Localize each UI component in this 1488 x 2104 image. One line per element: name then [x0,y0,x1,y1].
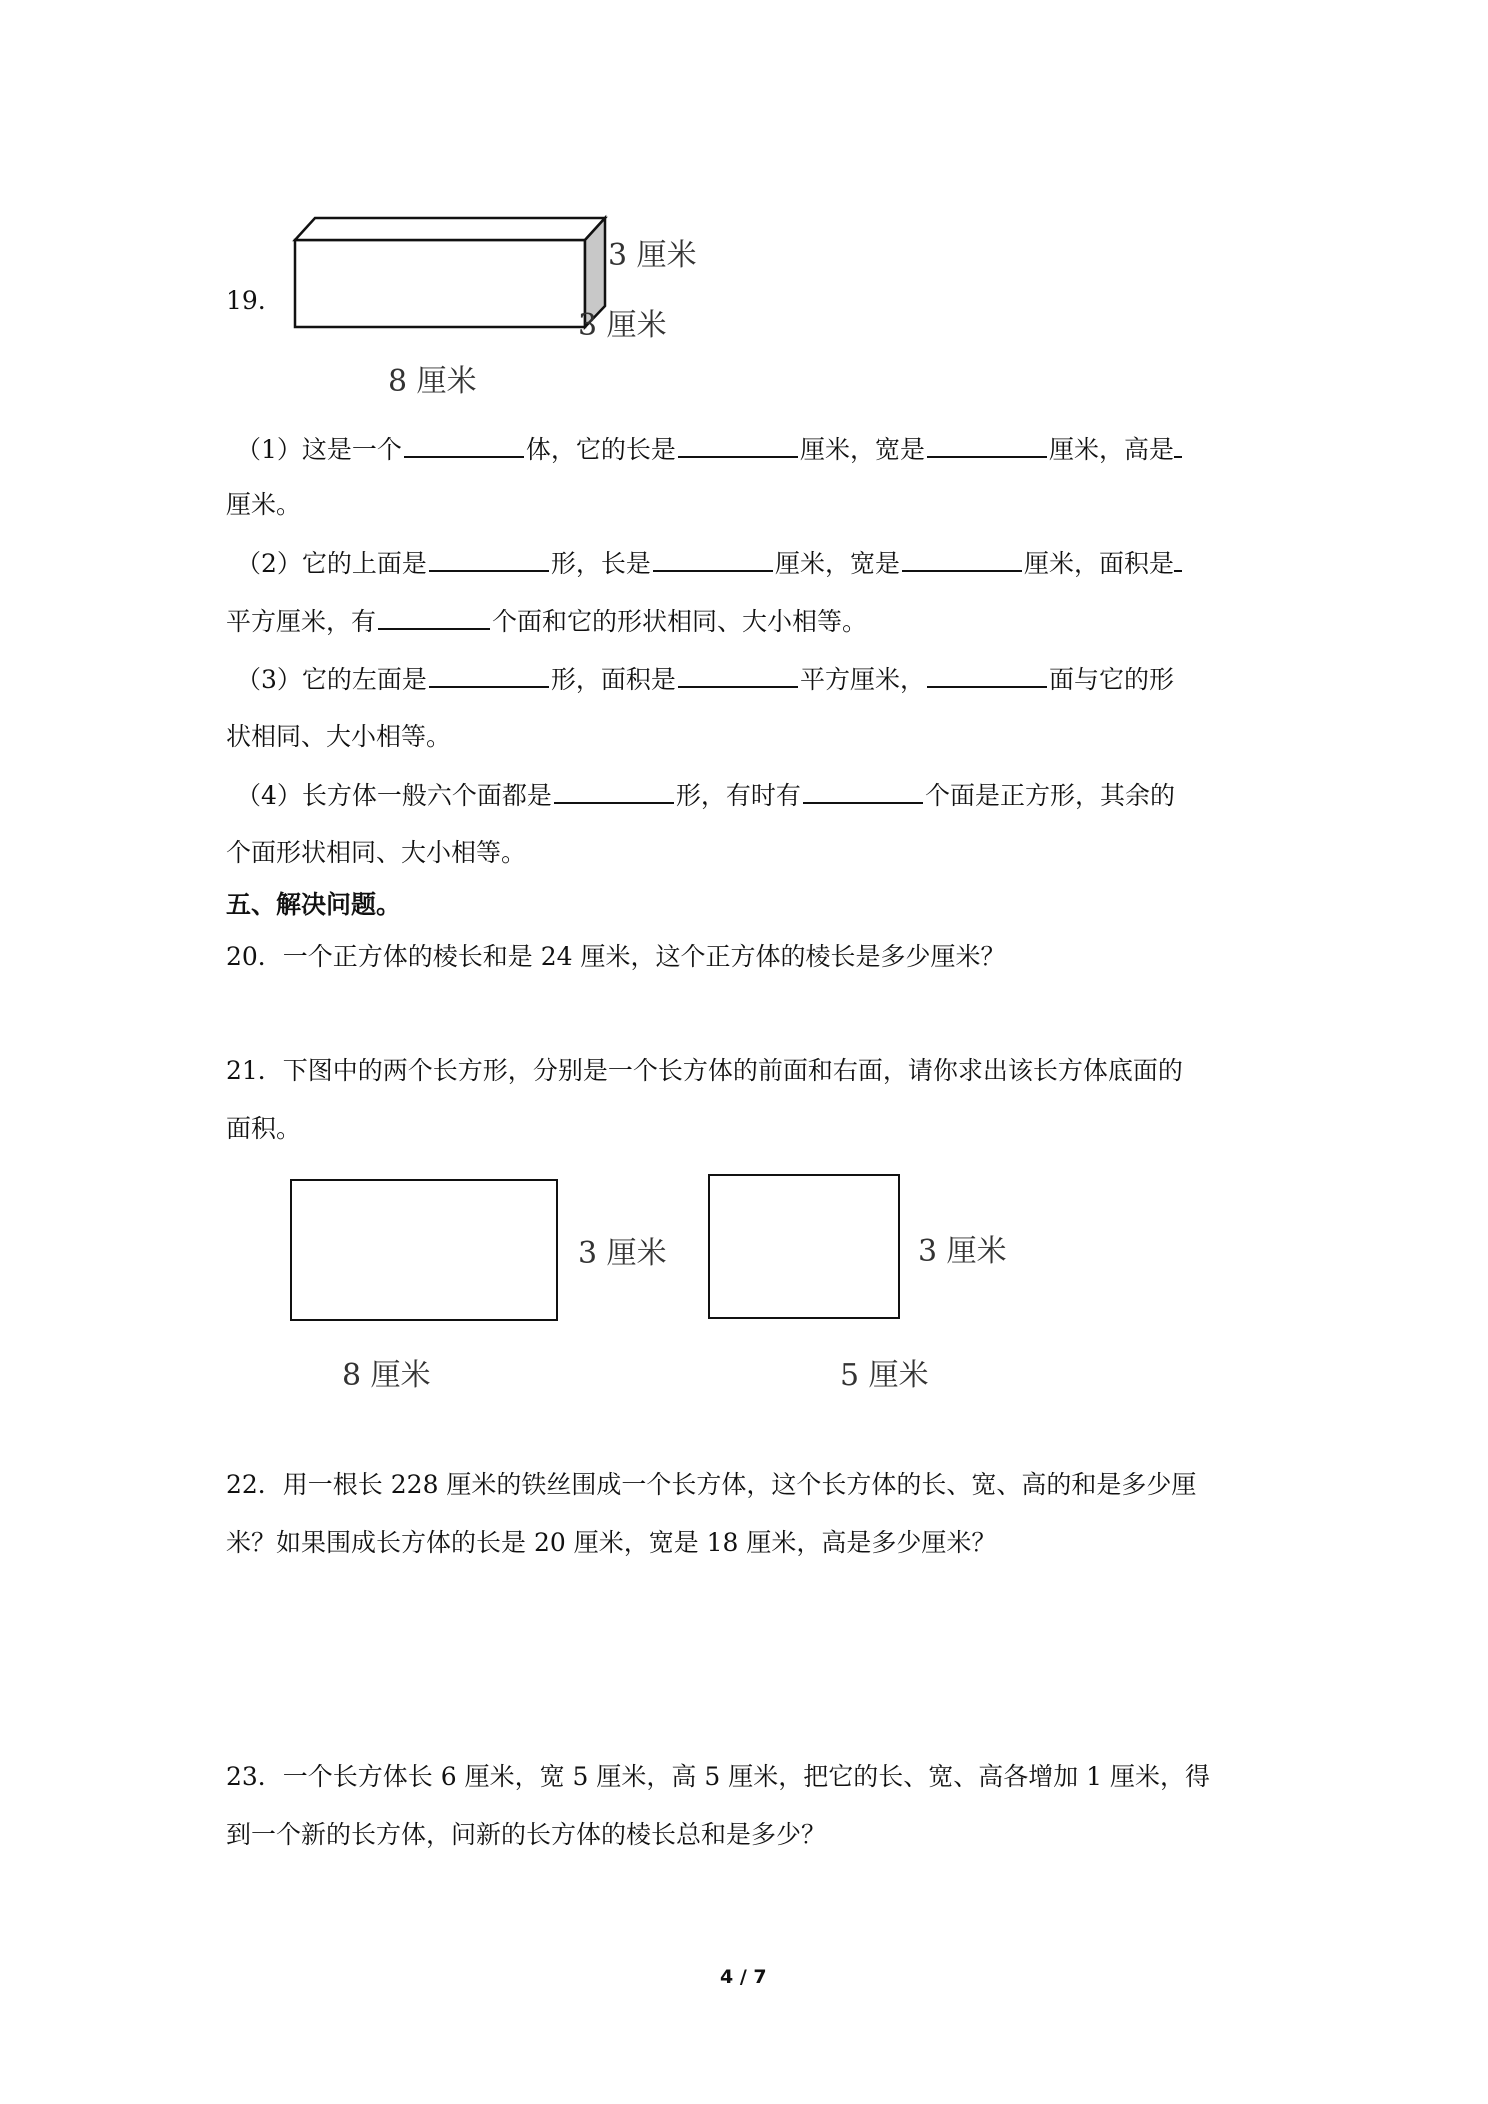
q21-rect1-height-label: 3 厘米 [578,1236,667,1271]
answer-blank[interactable] [429,546,549,572]
q19-p3-text-d: 面与它的形 [1048,665,1174,694]
q19-p4-text-d: 个面形状相同、大小相等。 [226,838,527,867]
answer-blank[interactable] [554,778,674,804]
q19-p3-text-b: 形，面积是 [550,665,676,694]
q19-p1-text-e: 厘米。 [226,490,302,519]
q19-p2-text-f: 个面和它的形状相同、大小相等。 [492,607,868,636]
q19-p3-text-e: 状相同、大小相等。 [226,722,452,751]
q19-p2-text-b: 形，长是 [550,549,651,578]
answer-blank[interactable] [902,546,1022,572]
q19-part3-line2 [226,720,451,754]
q21-text-line1: 21．下图中的两个长方形，分别是一个长方体的前面和右面，请你求出该长方体底面的 [226,1056,1183,1085]
q19-part2-line1 [236,546,1182,581]
q19-p1-text-a: （1）这是一个 [236,435,402,464]
q21-rect2-height-label: 3 厘米 [918,1234,1007,1269]
answer-blank[interactable] [404,432,524,458]
q19-width-label: 3 厘米 [578,308,667,343]
q19-p4-text-c: 个面是正方形，其余的 [924,781,1175,810]
q22-text-line2: 米？如果围成长方体的长是 20 厘米，宽是 18 厘米，高是多少厘米？ [226,1528,997,1557]
answer-blank[interactable] [1174,546,1182,572]
answer-blank[interactable] [378,604,490,630]
q19-part4-line1 [236,778,1175,813]
q20-text: 20．一个正方体的棱长和是 24 厘米，这个正方体的棱长是多少厘米？ [226,942,1006,971]
section-heading: 五、解决问题。 [226,890,402,919]
q19-part3-line1 [236,662,1174,697]
answer-blank[interactable] [927,432,1047,458]
q21-front-rectangle [290,1179,558,1321]
answer-blank[interactable] [1174,432,1182,458]
answer-blank[interactable] [678,432,798,458]
answer-blank[interactable] [653,546,773,572]
q19-p2-text-d: 厘米，面积是 [1023,549,1174,578]
q19-p4-text-a: （4）长方体一般六个面都是 [236,781,552,810]
q21-rect1-width-label: 8 厘米 [342,1358,431,1393]
q22-text-line1: 22．用一根长 228 厘米的铁丝围成一个长方体，这个长方体的长、宽、高的和是多少厘 [226,1470,1197,1499]
answer-blank[interactable] [927,662,1047,688]
q19-p2-text-a: （2）它的上面是 [236,549,427,578]
answer-blank[interactable] [678,662,798,688]
answer-blank[interactable] [429,662,549,688]
page-number: 4 / 7 [720,1966,767,1988]
q21-text-line2: 面积。 [226,1114,302,1143]
q19-number: 19. [226,286,266,315]
q19-p1-text-d: 厘米，高是 [1048,435,1174,464]
q19-p1-text-c: 厘米，宽是 [799,435,925,464]
q19-p1-text-b: 体，它的长是 [525,435,676,464]
q21-rect2-width-label: 5 厘米 [840,1358,929,1393]
q21-right-rectangle [708,1174,900,1319]
q19-p3-text-c: 平方厘米， [799,665,925,694]
q19-length-label: 8 厘米 [388,364,477,399]
q23-text-line2: 到一个新的长方体，问新的长方体的棱长总和是多少？ [226,1820,827,1849]
q19-p2-text-c: 厘米，宽是 [774,549,900,578]
q19-part1-line2 [226,488,301,522]
q19-height-label: 3 厘米 [608,238,697,273]
q19-p2-text-e: 平方厘米，有 [226,607,377,636]
q19-part2-line2 [226,604,867,639]
q19-p3-text-a: （3）它的左面是 [236,665,427,694]
q19-part4-line2 [226,836,526,870]
q23-text-line1: 23．一个长方体长 6 厘米，宽 5 厘米，高 5 厘米，把它的长、宽、高各增加 1 厘米，得 [226,1762,1211,1791]
q19-part1-line1 [236,432,1182,467]
answer-blank[interactable] [803,778,923,804]
q19-p4-text-b: 形，有时有 [675,781,801,810]
